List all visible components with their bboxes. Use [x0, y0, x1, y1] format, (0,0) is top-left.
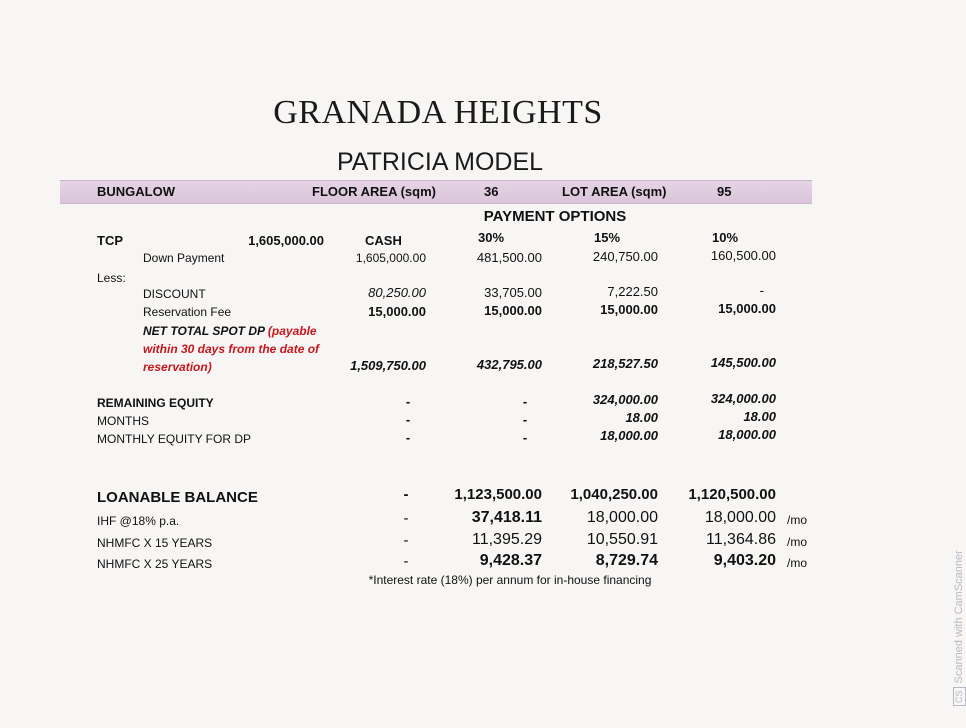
loanable-cash: - — [403, 486, 409, 503]
loanable-balance-label: LOANABLE BALANCE — [97, 489, 258, 506]
remaining-equity-15: 324,000.00 — [592, 392, 658, 407]
net-total-label — [143, 324, 317, 338]
nhmfc15-cash: - — [403, 532, 409, 549]
months-cash: - — [405, 412, 411, 427]
nhmfc15-unit: /mo — [787, 535, 808, 549]
down-payment-label: Down Payment — [143, 251, 225, 265]
net-total-note-1: (payable — [267, 324, 317, 338]
nhmfc25-10: 9,403.20 — [713, 552, 776, 569]
reservation-30: 15,000.00 — [484, 303, 542, 318]
months-label: MONTHS — [97, 414, 149, 428]
net-total-10: 145,500.00 — [710, 355, 776, 370]
discount-10: - — [759, 283, 764, 298]
ihf-unit: /mo — [787, 513, 808, 527]
nhmfc25-15: 8,729.74 — [595, 552, 658, 569]
net-total-note-2: within 30 days from the date of — [143, 342, 320, 356]
reservation-10: 15,000.00 — [718, 301, 776, 316]
net-total-30: 432,795.00 — [476, 357, 542, 372]
discount-30: 33,705.00 — [484, 285, 542, 300]
loanable-10: 1,120,500.00 — [688, 486, 776, 503]
remaining-equity-cash: - — [405, 394, 411, 409]
remaining-equity-label: REMAINING EQUITY — [97, 396, 214, 410]
remaining-equity-30: - — [522, 394, 528, 409]
tcp-label: TCP — [97, 233, 123, 248]
camscanner-watermark — [953, 550, 966, 706]
months-30: - — [522, 412, 528, 427]
discount-cash: 80,250.00 — [368, 285, 426, 300]
payment-options-heading: PAYMENT OPTIONS — [483, 208, 627, 225]
ihf-30: 37,418.11 — [471, 509, 542, 526]
unit-type: BUNGALOW — [97, 184, 175, 199]
ihf-15: 18,000.00 — [586, 509, 658, 526]
lot-area-label: LOT AREA (sqm) — [562, 184, 667, 199]
col-header-15: 15% — [594, 230, 621, 245]
ihf-label: IHF @18% p.a. — [97, 514, 180, 528]
nhmfc25-30: 9,428.37 — [479, 552, 542, 569]
loanable-15: 1,040,250.00 — [570, 486, 658, 503]
net-total-cash: 1,509,750.00 — [350, 358, 426, 373]
remaining-equity-10: 324,000.00 — [710, 391, 776, 406]
nhmfc15-30: 11,395.29 — [472, 531, 542, 548]
ihf-10: 18,000.00 — [704, 509, 776, 526]
nhmfc25-cash: - — [403, 553, 409, 570]
project-title: GRANADA HEIGHTS — [273, 94, 603, 131]
nhmfc25-label: NHMFC X 25 YEARS — [97, 557, 213, 571]
reservation-cash: 15,000.00 — [368, 304, 426, 319]
reservation-fee-label: Reservation Fee — [143, 305, 232, 319]
floor-area-value: 36 — [484, 184, 499, 199]
discount-label: DISCOUNT — [143, 287, 206, 301]
monthly-equity-label: MONTHLY EQUITY FOR DP — [97, 432, 252, 446]
monthly-equity-15: 18,000.00 — [600, 428, 658, 443]
net-total-label-main: NET TOTAL SPOT DP — [143, 324, 265, 338]
net-total-note-3: reservation) — [143, 360, 212, 374]
monthly-equity-30: - — [522, 430, 528, 445]
less-label: Less: — [97, 271, 126, 285]
down-payment-15: 240,750.00 — [592, 249, 658, 264]
col-header-30: 30% — [478, 230, 505, 245]
loanable-30: 1,123,500.00 — [454, 486, 542, 503]
camscanner-logo-icon: CS — [953, 687, 966, 706]
nhmfc25-unit: /mo — [787, 556, 808, 570]
down-payment-cash: 1,605,000.00 — [355, 251, 426, 265]
tcp-value: 1,605,000.00 — [248, 233, 324, 248]
net-total-15: 218,527.50 — [592, 356, 658, 371]
interest-footnote: *Interest rate (18%) per annum for in-house financing — [368, 573, 652, 587]
col-header-10: 10% — [712, 230, 739, 245]
nhmfc15-label: NHMFC X 15 YEARS — [97, 536, 213, 550]
nhmfc15-10: 11,364.86 — [706, 531, 776, 548]
monthly-equity-cash: - — [405, 430, 411, 445]
monthly-equity-10: 18,000.00 — [718, 427, 776, 442]
lot-area-value: 95 — [717, 184, 732, 199]
model-title: PATRICIA MODEL — [336, 148, 544, 176]
down-payment-10: 160,500.00 — [710, 248, 776, 263]
months-10: 18.00 — [743, 409, 776, 424]
col-header-cash: CASH — [365, 233, 402, 248]
floor-area-label: FLOOR AREA (sqm) — [312, 184, 436, 199]
ihf-cash: - — [403, 510, 409, 527]
reservation-15: 15,000.00 — [600, 302, 658, 317]
months-15: 18.00 — [625, 410, 658, 425]
watermark-text: Scanned with CamScanner — [953, 550, 965, 684]
unit-info-band — [60, 180, 812, 204]
nhmfc15-15: 10,550.91 — [586, 531, 658, 548]
discount-15: 7,222.50 — [607, 284, 658, 299]
down-payment-30: 481,500.00 — [476, 250, 542, 265]
